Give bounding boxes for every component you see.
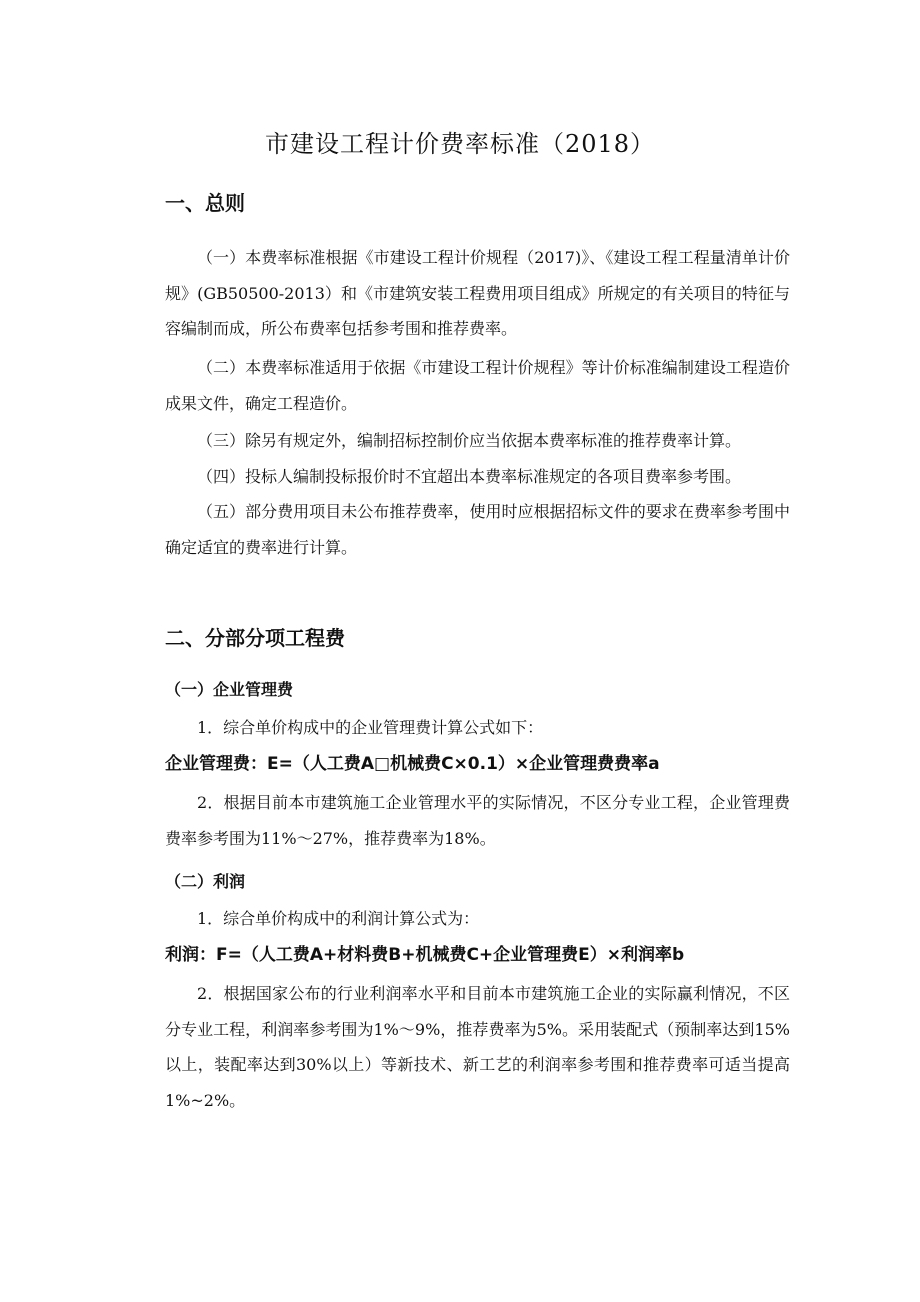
profit-item-2: 2．根据国家公布的行业利润率水平和目前本市建筑施工企业的实际赢利情况，不区分专业工程，利润率参考围为1%～9%，推荐费率为5%。采用装配式（预制率达到15%以上，装配率达到30%以上）等新技术、新工艺的利润率参考围和推荐费率可适当提高1%~2%。	[165, 984, 790, 1110]
section-heading-general: 一、总则	[165, 191, 245, 215]
paragraph-general-3: （三）除另有规定外，编制招标控制价应当依据本费率标准的推荐费率计算。	[197, 431, 742, 450]
management-fee-item-1: 1．综合单价构成中的企业管理费计算公式如下：	[197, 718, 544, 737]
profit-formula: 利润：F=（人工费A+材料费B+机械费C+企业管理费E）×利润率b	[165, 945, 685, 965]
subheading-management-fee: （一）企业管理费	[165, 680, 294, 699]
profit-item-1: 1．综合单价构成中的利润计算公式为：	[197, 909, 480, 928]
paragraph-general-1: （一）本费率标准根据《市建设工程计价规程（2017)》、《建设工程工程量清单计价规》(GB50500-2013）和《市建筑安装工程费用项目组成》所规定的有关项目的特征与容编制而成，所公布费率包括参考围和推荐费率。	[165, 248, 790, 338]
document-title: 市建设工程计价费率标准（2018）	[264, 130, 656, 158]
paragraph-general-5: （五）部分费用项目未公布推荐费率，使用时应根据招标文件的要求在费率参考围中确定适宜的费率进行计算。	[165, 502, 790, 557]
paragraph-general-4: （四）投标人编制投标报价时不宜超出本费率标准规定的各项目费率参考围。	[197, 467, 742, 486]
subheading-profit: （二）利润	[165, 872, 246, 891]
management-fee-formula: 企业管理费：E=（人工费A□机械费C×0.1）×企业管理费费率a	[165, 754, 660, 774]
management-fee-item-2: 2．根据目前本市建筑施工企业管理水平的实际情况，不区分专业工程，企业管理费费率参考围为11%～27%，推荐费率为18%。	[165, 793, 790, 848]
section-heading-itemized-cost: 二、分部分项工程费	[165, 626, 345, 650]
paragraph-general-2: （二）本费率标准适用于依据《市建设工程计价规程》等计价标准编制建设工程造价成果文件，确定工程造价。	[165, 358, 790, 413]
